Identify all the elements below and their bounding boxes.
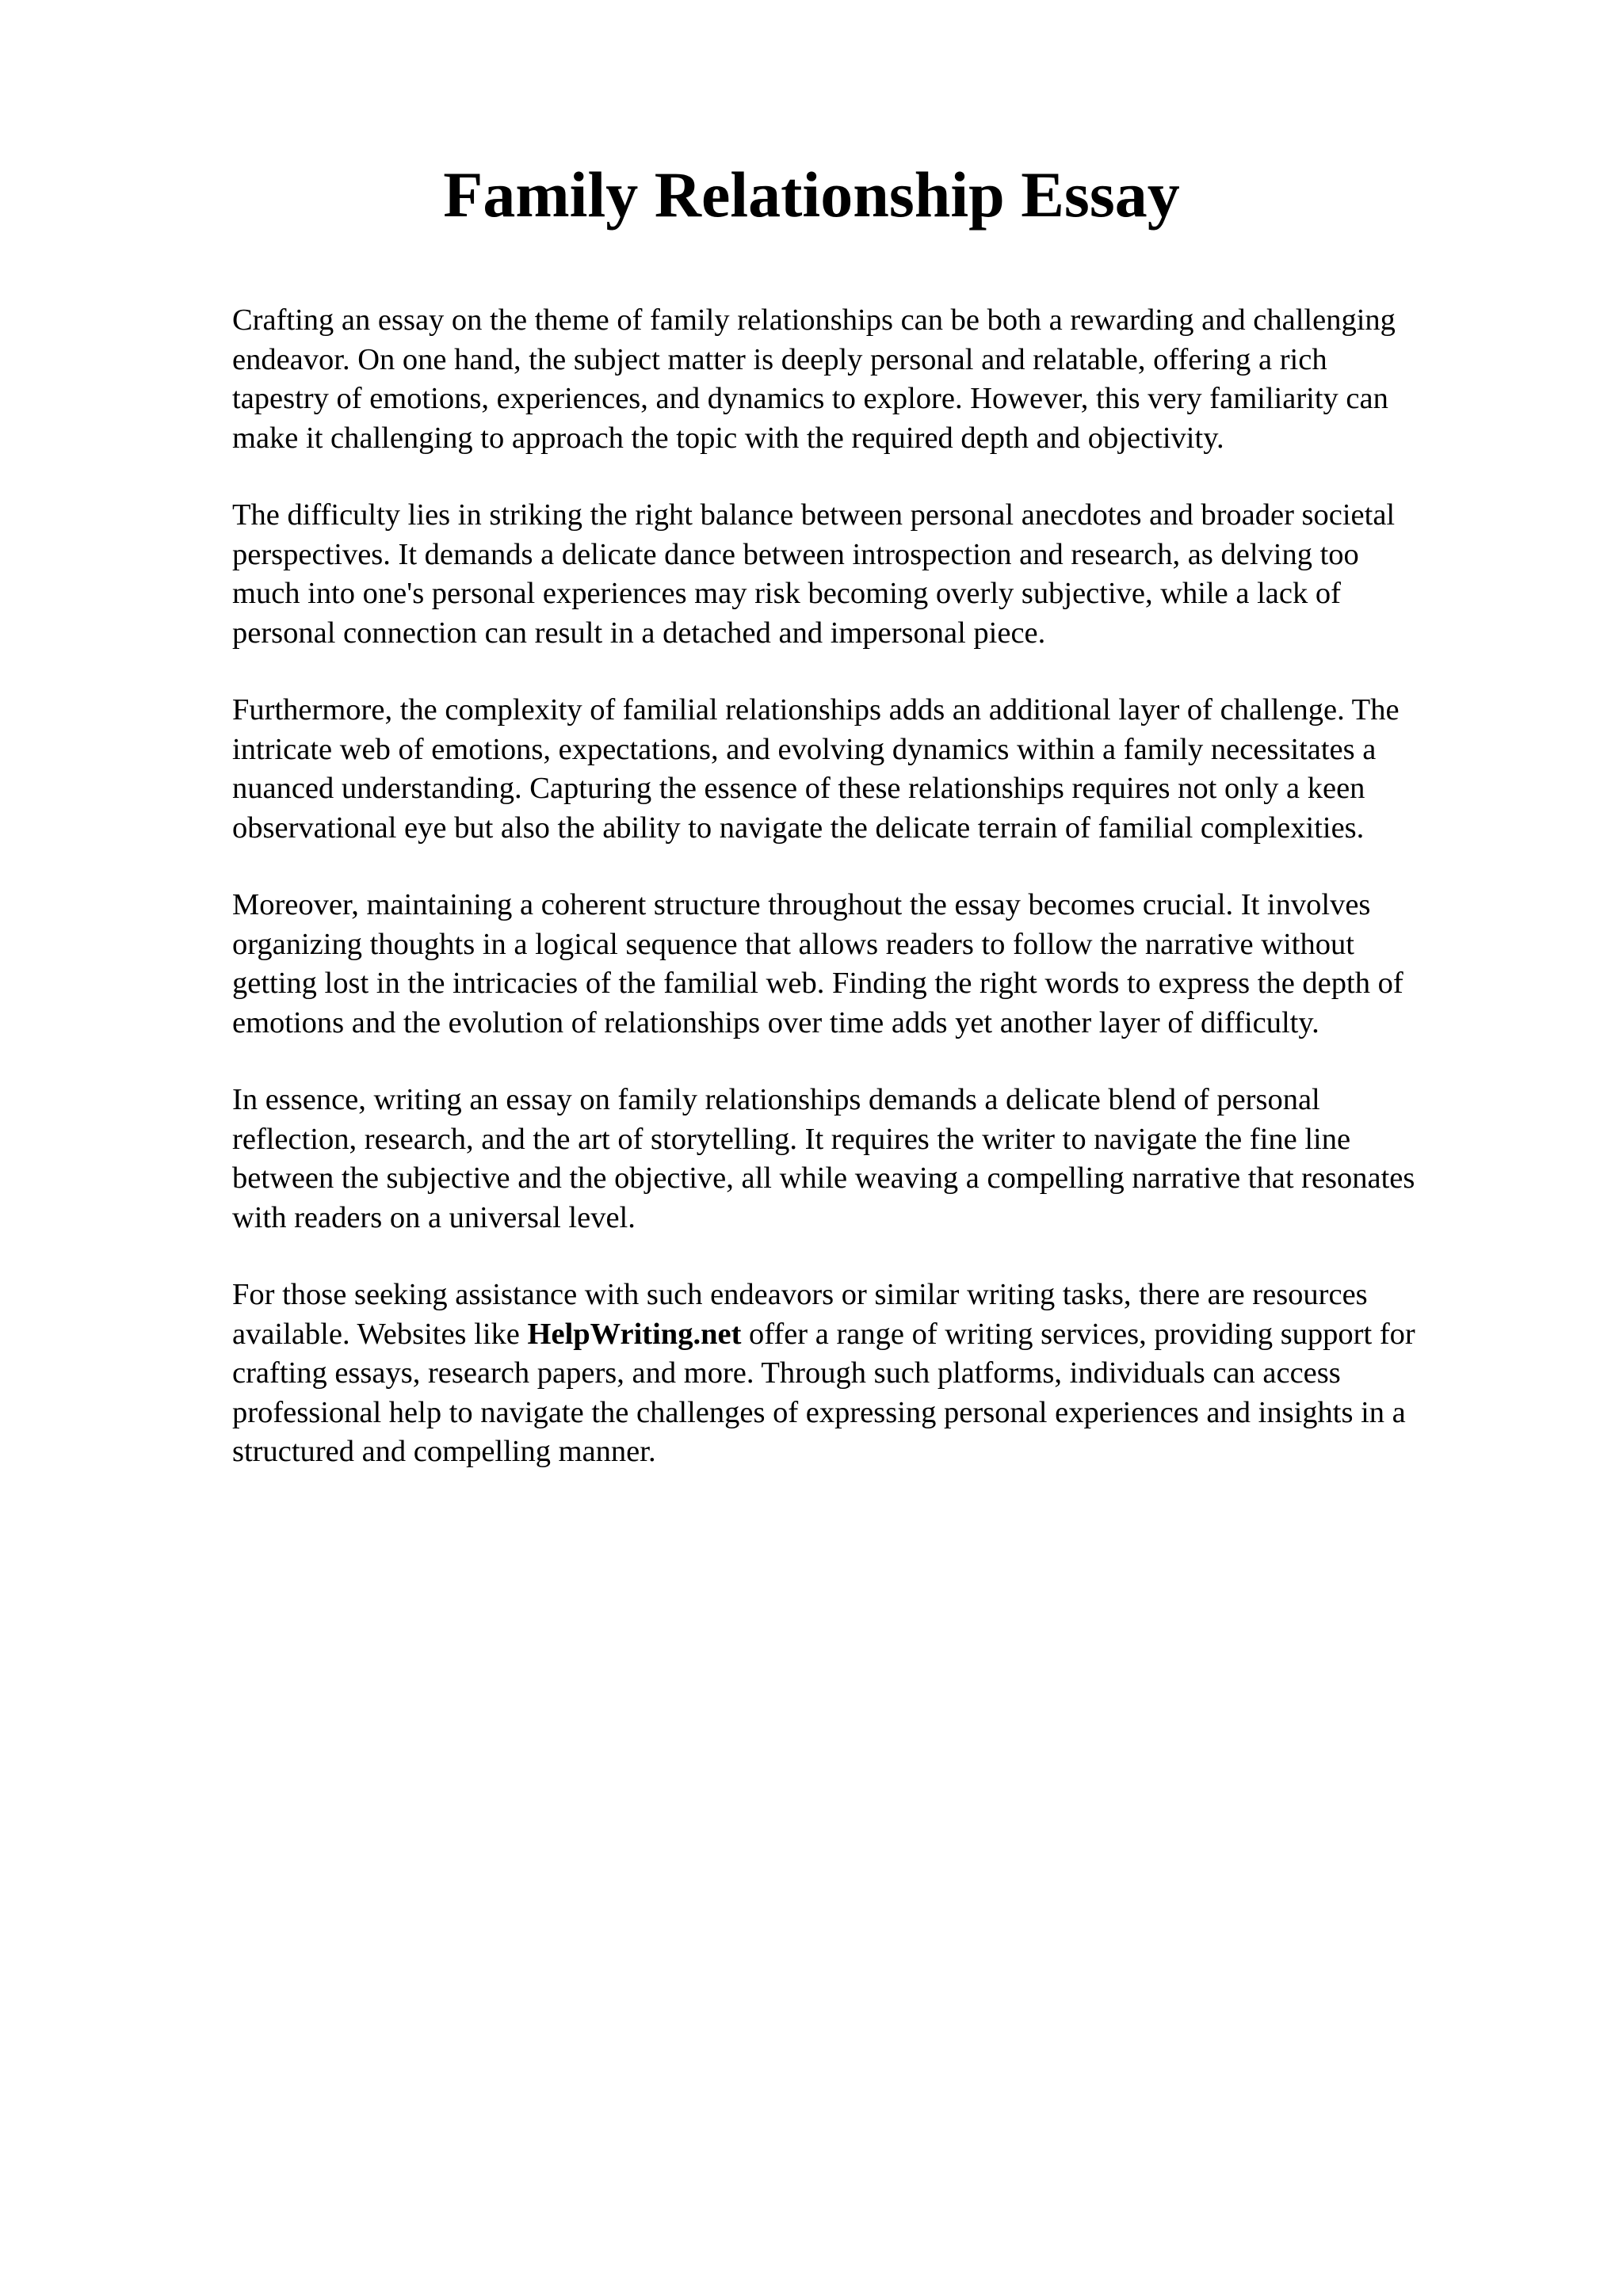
paragraph-4-line-2: organizing thoughts in a logical sequence that allows readers to follow the narrative without [232,927,1354,961]
essay-body [232,301,1524,1510]
helpwriting-text: HelpWriting.net [527,1317,742,1351]
paragraph-6-line-3: crafting essays, research papers, and more. Through such platforms, individuals can access [232,1356,1341,1390]
paragraph-3-line-1: Furthermore, the complexity of familial relationships adds an additional layer of challenge. The [232,693,1400,727]
paragraph-6-line-1: For those seeking assistance with such endeavors or similar writing tasks, there are resources [232,1278,1368,1311]
paragraph-4 [232,886,1524,1043]
paragraph-4-line-3: getting lost in the intricacies of the familial web. Finding the right words to express the depth of [232,967,1403,1000]
paragraph-1-line-4: make it challenging to approach the topic with the required depth and objectivity. [232,421,1224,455]
paragraph-3-line-3: nuanced understanding. Capturing the essence of these relationships requires not only a keen [232,772,1365,805]
paragraph-1-line-1: Crafting an essay on the theme of family relationships can be both a rewarding and challenging [232,303,1396,337]
paragraph-6-line-4: professional help to navigate the challenges of expressing personal experiences and insights in a [232,1395,1406,1429]
paragraph-6-line-2 [232,1315,1524,1355]
paragraph-3-line-2: intricate web of emotions, expectations, and evolving dynamics within a family necessitates a [232,732,1377,766]
paragraph-5 [232,1081,1524,1238]
paragraph-6 [232,1276,1524,1472]
paragraph-2-line-3: much into one's personal experiences may risk becoming overly subjective, while a lack of [232,577,1341,610]
paragraph-1 [232,301,1524,458]
paragraph-5-line-4: with readers on a universal level. [232,1200,636,1234]
paragraph-2 [232,496,1524,653]
paragraph-2-line-2: perspectives. It demands a delicate dance between introspection and research, as delving too [232,537,1359,571]
paragraph-5-line-2: reflection, research, and the art of storytelling. It requires the writer to navigate the fine line [232,1122,1351,1156]
paragraph-3 [232,691,1524,848]
paragraph-3-line-4: observational eye but also the ability to navigate the delicate terrain of familial complexities. [232,810,1365,845]
paragraph-6-line-5: structured and compelling manner. [232,1435,656,1468]
paragraph-4-line-4: emotions and the evolution of relationships over time adds yet another layer of difficulty. [232,1005,1319,1039]
paragraph-5-line-1: In essence, writing an essay on family relationships demands a delicate blend of personal [232,1083,1320,1116]
paragraph-2-line-1: The difficulty lies in striking the right balance between personal anecdotes and broader societal [232,498,1396,532]
paragraph-1-line-2: endeavor. On one hand, the subject matter is deeply personal and relatable, offering a rich [232,342,1327,376]
document-title: Family Relationship Essay [443,158,1180,231]
paragraph-6-line-2-before: available. Websites like [232,1317,528,1351]
paragraph-5-line-3: between the subjective and the objective, all while weaving a compelling narrative that resonates [232,1161,1415,1195]
paragraph-1-line-3: tapestry of emotions, experiences, and dynamics to explore. However, this very familiarity can [232,382,1388,415]
paragraph-4-line-1: Moreover, maintaining a coherent structure throughout the essay becomes crucial. It involves [232,888,1371,921]
paragraph-6-line-2-after: offer a range of writing services, providing support for [741,1317,1415,1351]
paragraph-2-line-4: personal connection can result in a detached and impersonal piece. [232,616,1046,650]
